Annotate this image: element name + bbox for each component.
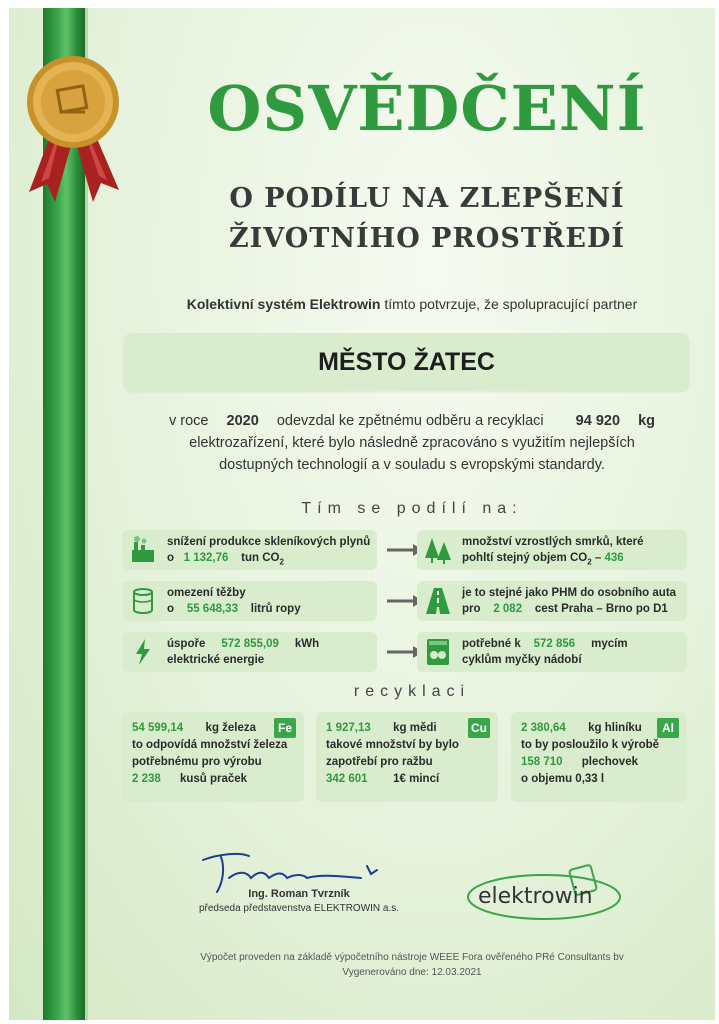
dishwasher-value: 572 856 <box>533 638 576 650</box>
energy-saving-card <box>122 632 377 672</box>
iron-value2: 2 238 <box>132 773 161 785</box>
road-icon <box>425 587 451 615</box>
statement-amount: 94 920 <box>575 413 621 429</box>
fuel-value: 2 082 <box>493 603 523 615</box>
certificate-subtitle-line2: ŽIVOTNÍHO PROSTŘEDÍ <box>228 223 626 254</box>
aluminium-value: 2 380,64 <box>521 722 566 734</box>
barrel-icon <box>130 587 156 615</box>
copper-card <box>316 712 498 802</box>
lightning-icon <box>130 638 156 666</box>
statement-paragraph <box>109 410 715 476</box>
aluminium-element-badge: Al <box>657 718 679 738</box>
certificate-page <box>9 8 715 1020</box>
trees-icon <box>425 536 451 564</box>
fuel-prefix: pro <box>462 603 481 615</box>
statement-year: 2020 <box>226 413 259 429</box>
signer-name: Ing. Roman Tvrzník <box>248 888 350 900</box>
statement-line2: elektrozařízení, které bylo následně zpracováno s využitím nejlepších <box>189 435 635 451</box>
oil-label: omezení těžby <box>167 587 246 599</box>
ghg-unit: tun CO <box>241 552 280 564</box>
statement-text-b: odevzdal ke zpětnému odběru a recyklaci <box>276 413 544 429</box>
copper-line2: takové množství by bylo <box>326 739 459 751</box>
spruce-label: množství vzrostlých smrků, které <box>462 536 644 548</box>
medal-icon <box>15 42 133 212</box>
energy-label: úspoře <box>167 638 206 650</box>
footer-note <box>109 950 715 980</box>
intro-text: tímto potvrzuje, že spolupracující partner <box>384 296 638 312</box>
signer-block <box>179 887 419 916</box>
aluminium-value2: 158 710 <box>521 756 563 768</box>
energy-label-2: elektrické energie <box>167 654 265 666</box>
iron-unit: kg železa <box>205 722 257 734</box>
statement-text-a: v roce <box>169 413 209 429</box>
iron-element-badge: Fe <box>274 718 296 738</box>
partner-name: MĚSTO ŽATEC <box>124 333 689 391</box>
iron-value: 54 599,14 <box>132 722 184 734</box>
aluminium-line3: o objemu 0,33 l <box>521 773 605 785</box>
signer-role: předseda představenstva ELEKTROWIN a.s. <box>198 903 400 914</box>
dishwasher-icon <box>425 638 451 666</box>
certificate-title: OSVĚDČENÍ <box>207 72 647 145</box>
copper-value: 1 927,13 <box>326 722 371 734</box>
iron-card <box>122 712 304 802</box>
fuel-label: je to stejné jako PHM do osobního auta <box>462 587 677 599</box>
dishwasher-label-2: cyklům myčky nádobí <box>462 654 582 666</box>
ghg-unit-subscript: 2 <box>279 557 284 567</box>
statement-unit: kg <box>638 413 655 429</box>
copper-unit: kg mědi <box>393 722 437 734</box>
oil-value: 55 648,33 <box>186 603 238 615</box>
aluminium-value2-unit: plechovek <box>581 756 638 768</box>
footer-line2: Vygenerováno dne: 12.03.2021 <box>342 967 482 978</box>
recycling-heading: recyklaci <box>353 683 471 700</box>
statement-line3: dostupných technologií a v souladu s evropskými standardy. <box>219 457 605 473</box>
ghg-label: snížení produkce skleníkových plynů <box>167 536 371 548</box>
svg-text:elektrowin: elektrowin <box>478 884 593 909</box>
intro-sentence <box>109 296 715 312</box>
iron-value2-unit: kusů praček <box>179 773 248 785</box>
fuel-equivalent-card <box>417 581 687 621</box>
factory-icon <box>130 536 156 564</box>
energy-value: 572 855,09 <box>221 638 279 650</box>
dishwasher-label: potřebné k <box>462 638 521 650</box>
ghg-value: 1 132,76 <box>183 552 229 564</box>
spruce-dash: – <box>591 552 605 564</box>
spruce-label-2: pohltí stejný objem CO <box>462 552 588 564</box>
oil-reduction-card <box>122 581 377 621</box>
fuel-unit: cest Praha – Brno po D1 <box>534 603 668 615</box>
ghg-prefix: o <box>167 552 175 564</box>
copper-value2-unit: 1€ mincí <box>393 773 440 785</box>
copper-line3: zapotřebí pro ražbu <box>326 756 433 768</box>
footer-line1: Výpočet proveden na základě výpočetního nástroje WEEE Fora ověřeného PRé Consultants bv <box>200 952 624 963</box>
oil-prefix: o <box>167 603 175 615</box>
aluminium-line2: to by posloužilo k výrobě <box>521 739 660 751</box>
oil-unit: litrů ropy <box>250 603 301 615</box>
spruce-subscript: 2 <box>587 557 592 567</box>
share-heading: Tím se podílí na: <box>301 500 523 517</box>
energy-unit: kWh <box>294 638 320 650</box>
copper-element-badge: Cu <box>468 718 490 738</box>
dishwasher-equivalent-card <box>417 632 687 672</box>
aluminium-card <box>511 712 687 802</box>
aluminium-unit: kg hliníku <box>588 722 642 734</box>
certificate-subtitle-line1: O PODÍLU NA ZLEPŠENÍ <box>229 183 625 214</box>
elektrowin-logo <box>464 863 624 923</box>
iron-line3: potřebnému pro výrobu <box>132 756 262 768</box>
intro-organization: Kolektivní systém Elektrowin <box>186 296 381 312</box>
iron-line2: to odpovídá množství železa <box>132 739 288 751</box>
copper-value2: 342 601 <box>326 773 368 785</box>
dishwasher-unit: mycím <box>591 638 628 650</box>
spruce-value: 436 <box>604 552 624 564</box>
spruce-equivalent-card <box>417 530 687 570</box>
ghg-reduction-card <box>122 530 377 570</box>
